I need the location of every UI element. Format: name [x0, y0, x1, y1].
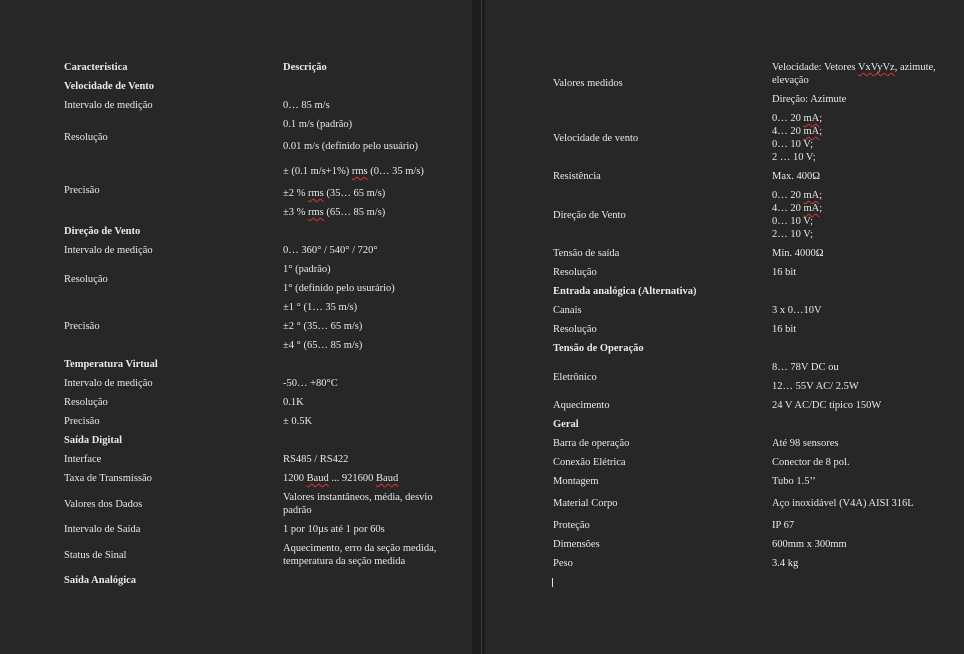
description-cell[interactable]: [772, 109, 943, 167]
section-row: [553, 339, 943, 358]
text-line: 3.4 kg: [772, 558, 799, 569]
description-text: [772, 58, 943, 90]
description-text: [283, 159, 444, 184]
text-line: 1 por 10µs até 1 por 60s: [283, 524, 385, 535]
text-line: 0… 360° / 540° / 720°: [283, 245, 378, 256]
spec-table-right: [553, 58, 943, 573]
table-row: [64, 260, 444, 279]
characteristic-cell[interactable]: Intervalo de medição: [64, 245, 153, 256]
characteristic-cell[interactable]: Material Corpo: [553, 498, 618, 509]
section-title[interactable]: Velocidade de Vento: [64, 81, 155, 92]
spellcheck-mark[interactable]: Baud: [306, 473, 329, 484]
description-text: [283, 469, 444, 488]
description-cell[interactable]: [283, 96, 444, 115]
description-text: [283, 241, 444, 260]
text-line: 16 bit: [772, 324, 797, 335]
table-row: [553, 396, 943, 415]
text-line: Valores instantâneos, média, desvio padrão: [283, 492, 433, 516]
section-row: [64, 355, 444, 374]
characteristic-cell[interactable]: Status de Sinal: [64, 549, 127, 561]
table-row: [553, 244, 943, 263]
description-cell[interactable]: [772, 301, 943, 320]
table-row: [553, 301, 943, 320]
description-cell[interactable]: [283, 159, 444, 184]
text-line: Direção: Azimute: [772, 94, 847, 105]
text-line: 0… 10 V;: [772, 216, 814, 227]
description-text: [772, 167, 943, 186]
description-cell[interactable]: [772, 263, 943, 282]
description-cell[interactable]: [283, 317, 444, 336]
description-cell[interactable]: [772, 472, 943, 491]
description-cell[interactable]: [772, 90, 943, 109]
table-row: [64, 298, 444, 317]
characteristic-cell[interactable]: Peso: [553, 558, 573, 569]
description-cell[interactable]: [283, 469, 444, 488]
characteristic-cell[interactable]: Proteção: [553, 520, 590, 531]
table-row: [553, 109, 943, 167]
text-line: Velocidade: Vetores VxVyVz, azimute, elevação: [772, 62, 936, 86]
text-line: Conector de 8 pol.: [772, 457, 850, 468]
description-cell[interactable]: [772, 320, 943, 339]
table-row: [553, 167, 943, 186]
table-row: [553, 358, 943, 377]
characteristic-cell[interactable]: Velocidade de vento: [553, 132, 639, 144]
description-cell[interactable]: [283, 374, 444, 393]
description-text: [283, 279, 444, 298]
description-cell[interactable]: [772, 453, 943, 472]
description-text: [772, 472, 943, 491]
description-text: [283, 317, 444, 336]
characteristic-cell[interactable]: Resistência: [553, 171, 601, 182]
characteristic-cell[interactable]: Resolução: [553, 324, 597, 335]
description-cell[interactable]: [283, 539, 444, 571]
section-title[interactable]: Saída Digital: [64, 435, 123, 446]
text-line: 0… 85 m/s: [283, 100, 330, 111]
text-line: 4… 20 mA;: [772, 126, 823, 137]
text-line: ±2 % rms (35… 65 m/s): [283, 188, 386, 199]
section-row: [553, 415, 943, 434]
table-row: [64, 539, 444, 571]
description-cell[interactable]: [772, 434, 943, 453]
table-row: [553, 320, 943, 339]
table-row: [64, 393, 444, 412]
text-line: Aquecimento, erro da seção medida, temperatura da seção medida: [283, 543, 437, 567]
characteristic-cell[interactable]: Taxa de Transmissão: [64, 473, 152, 484]
table-row: [64, 520, 444, 539]
table-row: [64, 412, 444, 431]
text-line: RS485 / RS422: [283, 454, 349, 465]
text-line: 0.1K: [283, 397, 304, 408]
characteristic-cell[interactable]: Precisão: [64, 321, 100, 332]
table-row: [64, 115, 444, 134]
description-cell[interactable]: [283, 260, 444, 279]
description-text: [772, 244, 943, 263]
description-text: [772, 358, 943, 377]
text-line: Até 98 sensores: [772, 438, 839, 449]
description-cell[interactable]: [283, 241, 444, 260]
section-row: [553, 282, 943, 301]
text-line: Aço inoxidável (V4A) AISI 316L: [772, 498, 914, 509]
description-cell[interactable]: [283, 450, 444, 469]
text-line: 1° (padrão): [283, 264, 331, 275]
text-line: 1° (definido pelo usurário): [283, 283, 395, 294]
text-line: Mín. 4000Ω: [772, 248, 824, 259]
description-cell[interactable]: [772, 244, 943, 263]
description-cell[interactable]: [283, 279, 444, 298]
section-title[interactable]: Tensão de Operação: [553, 343, 644, 354]
text-line: 0… 10 V;: [772, 139, 814, 150]
characteristic-cell[interactable]: Valores medidos: [553, 78, 623, 89]
characteristic-cell[interactable]: Intervalo de Saída: [64, 524, 141, 535]
description-text: [772, 491, 943, 516]
text-line: 2 … 10 V;: [772, 152, 816, 163]
table-row: [553, 535, 943, 554]
description-text: [772, 535, 943, 554]
spellcheck-mark[interactable]: Baud: [376, 473, 399, 484]
section-title[interactable]: Geral: [553, 419, 579, 430]
description-text: [772, 186, 943, 244]
description-cell[interactable]: [283, 115, 444, 134]
characteristic-cell[interactable]: Intervalo de medição: [64, 378, 153, 389]
page-divider: [481, 0, 482, 654]
description-text: [772, 109, 943, 167]
table-row: [553, 434, 943, 453]
section-row: [64, 222, 444, 241]
table-row: [553, 491, 943, 516]
spec-table-left: [64, 58, 444, 590]
text-line: 16 bit: [772, 267, 797, 278]
text-line: ±3 % rms (65… 85 m/s): [283, 207, 386, 218]
description-text: [283, 134, 444, 159]
page-gap: [472, 0, 485, 654]
table-row: [64, 96, 444, 115]
spellcheck-mark[interactable]: mA: [803, 203, 820, 214]
spellcheck-mark[interactable]: mA: [803, 113, 820, 124]
text-line: ±4 ° (65… 85 m/s): [283, 340, 363, 351]
description-text: [772, 516, 943, 535]
description-cell[interactable]: [772, 554, 943, 573]
table-row: [553, 186, 943, 244]
description-text: [283, 539, 444, 571]
text-line: ± 0.5K: [283, 416, 313, 427]
description-cell[interactable]: [283, 520, 444, 539]
text-line: -50… +80°C: [283, 378, 338, 389]
characteristic-cell[interactable]: Montagem: [553, 476, 599, 487]
table-row: [553, 554, 943, 573]
spellcheck-mark[interactable]: rms: [308, 207, 324, 218]
description-cell[interactable]: [772, 58, 943, 90]
characteristic-cell[interactable]: Conexão Elétrica: [553, 457, 626, 468]
text-cursor: [552, 578, 553, 587]
description-text: [283, 374, 444, 393]
description-text: [283, 336, 444, 355]
description-text: [283, 96, 444, 115]
description-cell[interactable]: [283, 203, 444, 222]
text-line: IP 67: [772, 520, 795, 531]
characteristic-cell[interactable]: Dimensões: [553, 539, 600, 550]
description-text: [283, 488, 444, 520]
table-row: [64, 241, 444, 260]
text-line: 4… 20 mA;: [772, 203, 823, 214]
description-cell[interactable]: [283, 488, 444, 520]
description-text: [772, 396, 943, 415]
text-line: 8… 78V DC ou: [772, 362, 839, 373]
text-line: 24 V AC/DC típico 150W: [772, 400, 882, 411]
description-cell[interactable]: [772, 396, 943, 415]
characteristic-cell[interactable]: Resolução: [553, 267, 597, 278]
section-title[interactable]: Saída Analógica: [64, 575, 137, 586]
table-row: [553, 58, 943, 90]
text-line: 0.01 m/s (definido pelo usuário): [283, 141, 419, 152]
characteristic-cell[interactable]: Resolução: [64, 131, 108, 143]
text-line: 0.1 m/s (padrão): [283, 119, 353, 130]
table-header-row: [64, 58, 444, 77]
spellcheck-mark[interactable]: rms: [351, 166, 368, 177]
table-row: [553, 472, 943, 491]
header-characteristic[interactable]: Característica: [64, 62, 128, 73]
table-row: [64, 374, 444, 393]
table-row: [64, 450, 444, 469]
text-line: 600mm x 300mm: [772, 539, 847, 550]
description-cell[interactable]: [283, 336, 444, 355]
characteristic-cell[interactable]: Interface: [64, 454, 102, 465]
text-line: 0… 20 mA;: [772, 113, 823, 124]
section-row: [64, 77, 444, 96]
text-line: 1200 Baud ... 921600 Baud: [283, 473, 399, 484]
table-row: [553, 516, 943, 535]
description-text: [772, 263, 943, 282]
description-text: [283, 393, 444, 412]
header-description[interactable]: Descrição: [283, 62, 327, 73]
characteristic-cell[interactable]: Aquecimento: [553, 400, 610, 411]
description-cell[interactable]: [772, 535, 943, 554]
spellcheck-mark[interactable]: VxVyVz: [857, 62, 895, 73]
table-row: [64, 469, 444, 488]
text-line: Max. 400Ω: [772, 171, 821, 182]
description-text: [772, 434, 943, 453]
description-cell[interactable]: [772, 186, 943, 244]
description-text: [283, 203, 444, 222]
characteristic-cell[interactable]: Eletrônico: [553, 371, 597, 383]
description-cell[interactable]: [772, 491, 943, 516]
description-cell[interactable]: [772, 358, 943, 377]
text-line: Tubo 1.5’’: [772, 476, 816, 487]
description-text: [283, 115, 444, 134]
section-row: [64, 571, 444, 590]
table-row: [64, 488, 444, 520]
description-text: [283, 450, 444, 469]
description-cell[interactable]: [283, 393, 444, 412]
description-text: [772, 301, 943, 320]
description-text: [772, 320, 943, 339]
description-cell[interactable]: [283, 184, 444, 203]
text-line: 0… 20 mA;: [772, 190, 823, 201]
description-cell[interactable]: [772, 377, 943, 396]
characteristic-cell[interactable]: Intervalo de medição: [64, 100, 153, 111]
table-row: [64, 159, 444, 184]
description-cell[interactable]: [283, 412, 444, 431]
characteristic-cell[interactable]: Valores dos Dados: [64, 498, 143, 510]
spellcheck-mark[interactable]: mA: [803, 126, 820, 137]
description-text: [772, 453, 943, 472]
description-text: [772, 554, 943, 573]
text-line: 12… 55V AC/ 2.5W: [772, 381, 859, 392]
text-line: ±2 ° (35… 65 m/s): [283, 321, 363, 332]
description-text: [283, 520, 444, 539]
spellcheck-mark[interactable]: rms: [308, 188, 324, 199]
section-title[interactable]: Direção de Vento: [64, 226, 141, 237]
section-row: [64, 431, 444, 450]
description-text: [283, 412, 444, 431]
description-text: [283, 298, 444, 317]
table-row: [553, 453, 943, 472]
text-line: 2… 10 V;: [772, 229, 814, 240]
text-line: ± (0.1 m/s+1%) rms (0… 35 m/s): [283, 166, 424, 177]
characteristic-cell[interactable]: Resolução: [64, 273, 108, 285]
text-line: ±1 ° (1… 35 m/s): [283, 302, 358, 313]
characteristic-cell[interactable]: Precisão: [64, 416, 100, 427]
description-cell[interactable]: [772, 167, 943, 186]
spellcheck-mark[interactable]: mA: [803, 190, 820, 201]
characteristic-cell[interactable]: Precisão: [64, 185, 100, 196]
section-title[interactable]: Entrada analógica (Alternativa): [553, 286, 697, 297]
description-cell[interactable]: [283, 298, 444, 317]
table-row: [553, 263, 943, 282]
section-title[interactable]: Temperatura Virtual: [64, 359, 158, 370]
description-cell[interactable]: [283, 134, 444, 159]
characteristic-cell[interactable]: Tensão de saída: [553, 248, 620, 259]
characteristic-cell[interactable]: Direção de Vento: [553, 209, 626, 221]
text-line: 3 x 0…10V: [772, 305, 822, 316]
description-cell[interactable]: [772, 516, 943, 535]
characteristic-cell[interactable]: Canais: [553, 305, 582, 316]
characteristic-cell[interactable]: Resolução: [64, 397, 108, 408]
description-text: [283, 260, 444, 279]
characteristic-cell[interactable]: Barra de operação: [553, 438, 630, 449]
description-text: [772, 90, 943, 109]
description-text: [772, 377, 943, 396]
description-text: [283, 184, 444, 203]
